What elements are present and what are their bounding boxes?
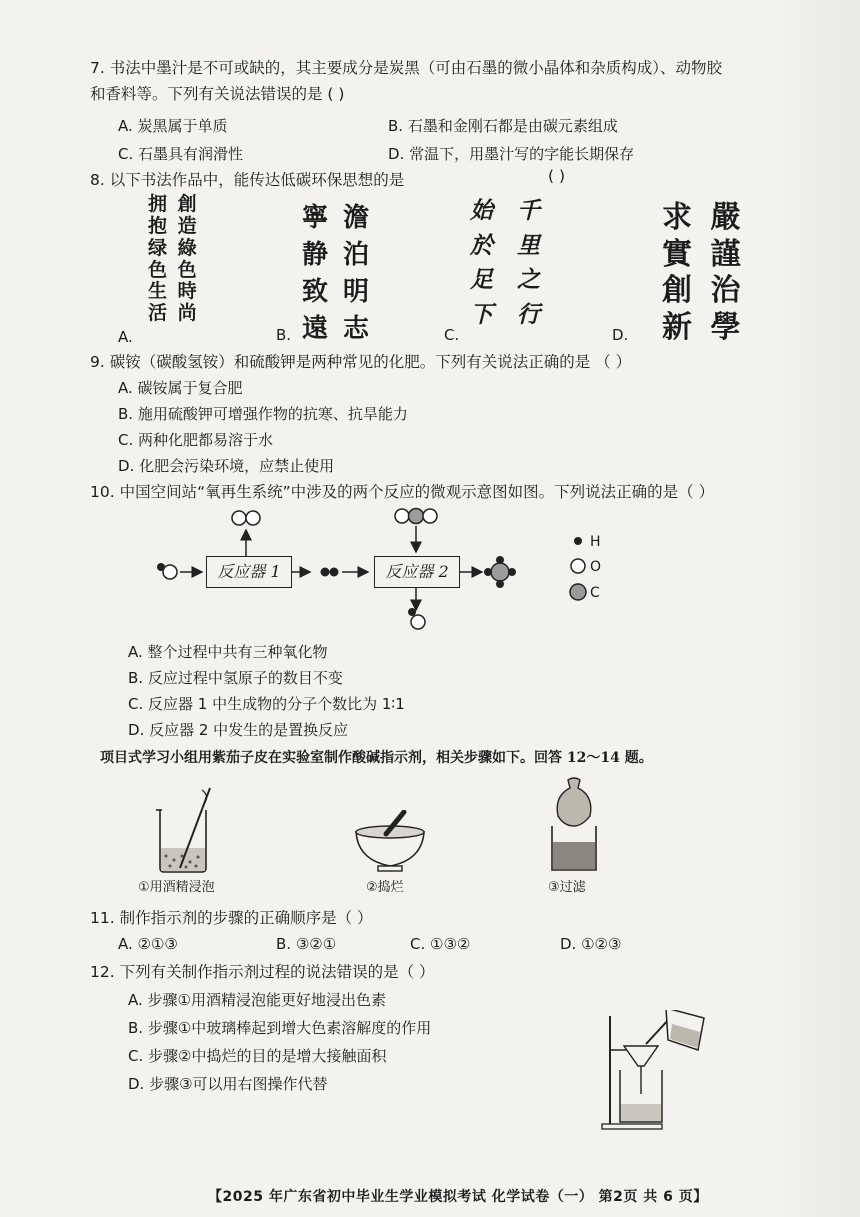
- q10-option-c: C. 反应器 1 中生成物的分子个数比为 1∶1: [128, 695, 405, 713]
- q11-option-b: B. ③②①: [276, 935, 337, 953]
- legend-h: H: [590, 534, 601, 550]
- legend: [570, 537, 586, 600]
- q7-option-c: C. 石墨具有润滑性: [118, 145, 244, 163]
- hydrogen-molecule: [321, 568, 339, 577]
- q8-label-c: C.: [444, 326, 460, 344]
- q9-stem: 9. 碳铵（碳酸氢铵）和硫酸钾是两种常见的化肥。下列有关说法正确的是 （ ）: [90, 353, 632, 371]
- q11-option-c: C. ①③②: [410, 935, 471, 953]
- q12-option-b: B. 步骤①中玻璃棒起到增大色素溶解度的作用: [128, 1019, 432, 1037]
- q9-option-d: D. 化肥会污染环境，应禁止使用: [118, 457, 335, 475]
- q9-option-c: C. 两种化肥都易溶于水: [118, 431, 274, 449]
- page-edge-shadow: [772, 0, 860, 1217]
- q12-stem: 12. 下列有关制作指示剂过程的说法错误的是（ ）: [90, 963, 435, 981]
- q12-option-a: A. 步骤①用酒精浸泡能更好地浸出色素: [128, 991, 386, 1009]
- step-3-label: ③过滤: [548, 880, 586, 895]
- legend-o: O: [590, 559, 602, 575]
- q7-option-d: D. 常温下，用墨汁写的字能长期保存: [388, 145, 635, 163]
- q12-option-d: D. 步骤③可以用右图操作代替: [128, 1075, 328, 1093]
- q7-stem-line1: 7. 书法中墨汁是不可或缺的，其主要成分是炭黑（可由石墨的微小晶体和杂质构成）、动物胶: [90, 59, 722, 77]
- oxygen-molecule-output: [232, 511, 260, 525]
- step-1-label: ①用酒精浸泡: [138, 880, 215, 895]
- water-molecule-input: [157, 563, 177, 579]
- q8-calligraphy-a: 拥 創 抱 造 绿 綠 色 色 生 時 活 尚: [148, 193, 199, 325]
- q10-stem: 10. 中国空间站“氧再生系统”中涉及的两个反应的微观示意图如图。下列说法正确的是（ ）: [90, 483, 715, 501]
- methane-molecule: [484, 556, 516, 588]
- legend-c: C: [590, 585, 600, 601]
- q9-option-a: A. 碳铵属于复合肥: [118, 379, 243, 397]
- q8-stem: 8. 以下书法作品中，能传达低碳环保思想的是: [90, 171, 405, 189]
- step-2-label: ②捣烂: [366, 880, 404, 895]
- q8-label-d: D.: [612, 326, 629, 344]
- water-molecule-output: [408, 608, 425, 629]
- filter-bag-illustration: [542, 776, 606, 876]
- q7-option-b: B. 石墨和金刚石都是由碳元素组成: [388, 117, 618, 135]
- q8-answer-paren: ( ): [548, 167, 566, 185]
- mortar-pestle-illustration: [350, 810, 430, 874]
- group-intro: 项目式学习小组用紫茄子皮在实验室制作酸碱指示剂，相关步骤如下。回答 12～14 题。: [100, 750, 653, 766]
- q8-label-b: B.: [276, 326, 292, 344]
- q11-option-a: A. ②①③: [118, 935, 178, 953]
- beaker-soak-illustration: [150, 782, 220, 874]
- q10-option-d: D. 反应器 2 中发生的是置换反应: [128, 721, 349, 739]
- reactor-1-box: 反应器 1: [206, 556, 292, 588]
- q8-calligraphy-d: 求 嚴 實 謹 創 治 新 學: [662, 200, 745, 345]
- q10-option-b: B. 反应过程中氢原子的数目不变: [128, 669, 343, 687]
- q10-option-a: A. 整个过程中共有三种氧化物: [128, 643, 328, 661]
- filtration-apparatus-illustration: [600, 1010, 740, 1130]
- q8-label-a: A.: [118, 328, 133, 346]
- q7-stem-line2: 和香料等。下列有关说法错误的是 ( ): [90, 85, 345, 103]
- q8-calligraphy-c: 始 千 於 里 足 之 下 行: [470, 197, 549, 328]
- q7-option-a: A. 炭黑属于单质: [118, 117, 228, 135]
- q9-option-b: B. 施用硫酸钾可增强作物的抗寒、抗旱能力: [118, 405, 408, 423]
- q11-option-d: D. ①②③: [560, 935, 622, 953]
- page-footer: 【2025 年广东省初中毕业生学业模拟考试 化学试卷（一） 第2页 共 6 页】: [208, 1189, 708, 1205]
- q8-calligraphy-b: 寧 澹 静 泊 致 明 遠 志: [302, 203, 373, 344]
- q11-stem: 11. 制作指示剂的步骤的正确顺序是（ ）: [90, 909, 373, 927]
- reactor-2-box: 反应器 2: [374, 556, 460, 588]
- q12-option-c: C. 步骤②中捣烂的目的是增大接触面积: [128, 1047, 387, 1065]
- carbon-dioxide-input: [395, 509, 437, 524]
